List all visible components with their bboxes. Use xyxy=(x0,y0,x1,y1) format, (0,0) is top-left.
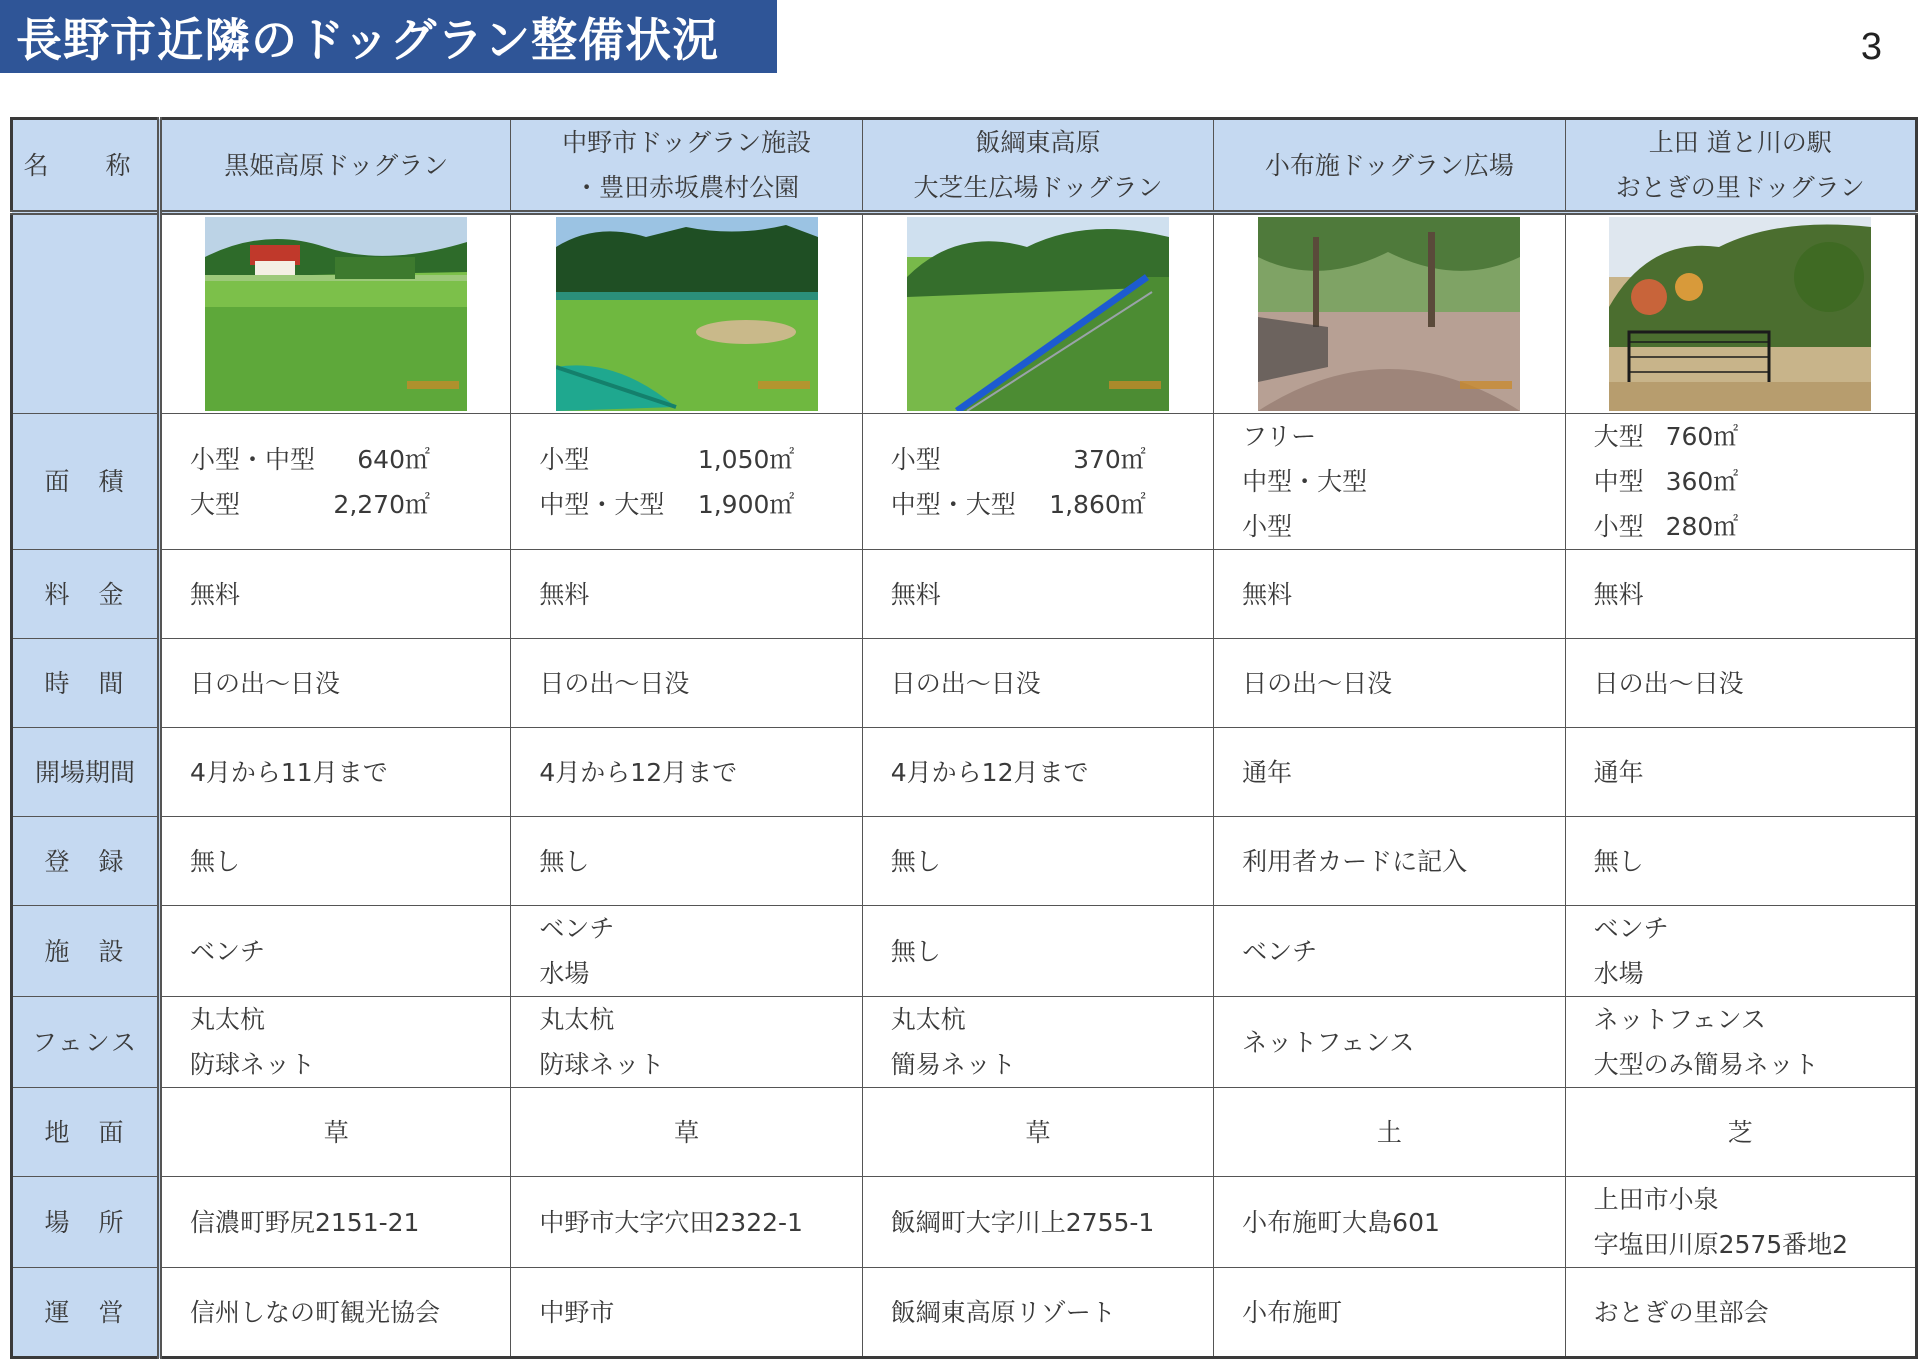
photo-tree-shaded-dirt-ground xyxy=(1258,217,1520,411)
fence-cell xyxy=(160,997,511,1088)
address-line: 飯綱町大字川上2755-1 xyxy=(890,1207,1155,1237)
facilities-cell xyxy=(511,906,862,997)
location-cell xyxy=(511,1177,862,1268)
row-header-ground: 地 面 xyxy=(12,1088,160,1177)
ground-cell: 草 xyxy=(511,1088,862,1177)
row-header-operator: 運 営 xyxy=(12,1268,160,1358)
row-area xyxy=(12,414,1917,550)
operator-cell: 信州しなの町観光協会 xyxy=(160,1268,511,1358)
fence-cell xyxy=(511,997,862,1088)
operator-cell: 中野市 xyxy=(511,1268,862,1358)
page-number: 3 xyxy=(1860,26,1882,68)
photo-cell-2 xyxy=(511,213,862,414)
row-header-photo xyxy=(12,213,160,414)
name-line: 上田 道と川の駅 xyxy=(1648,128,1832,157)
address-line: 信濃町野尻2151-21 xyxy=(190,1207,420,1237)
size-class: 中型・大型 xyxy=(1242,467,1368,496)
fee-cell: 無料 xyxy=(160,550,511,639)
row-hours xyxy=(12,639,1917,728)
photo-grass-field-forest-green-fence xyxy=(556,217,818,411)
area-value: 1,900㎡ xyxy=(697,489,795,519)
facilities-cell xyxy=(160,906,511,997)
address-line: 中野市大字穴田2322-1 xyxy=(539,1207,803,1237)
registration-cell: 無し xyxy=(862,817,1213,906)
fence-item: 大型のみ簡易ネット xyxy=(1593,1050,1819,1079)
season-cell: 通年 xyxy=(1565,728,1916,817)
area-line xyxy=(539,437,794,482)
registration-cell: 無し xyxy=(160,817,511,906)
fence-item: ネットフェンス xyxy=(1593,1005,1766,1034)
name-line: ・豊田赤坂農村公園 xyxy=(574,173,800,202)
operator-cell: おとぎの里部会 xyxy=(1565,1268,1916,1358)
address-line: 小布施町大島601 xyxy=(1242,1207,1440,1237)
area-value: 370㎡ xyxy=(1073,444,1146,474)
size-class: 小型 xyxy=(1242,512,1293,541)
ground-cell: 芝 xyxy=(1565,1088,1916,1177)
operator-cell: 小布施町 xyxy=(1214,1268,1565,1358)
facility-item: ベンチ xyxy=(539,914,615,943)
area-value: 1,050㎡ xyxy=(697,444,795,474)
registration-cell: 無し xyxy=(1565,817,1916,906)
photo-autumn-hill-black-fence xyxy=(1609,217,1871,411)
row-header-hours: 時 間 xyxy=(12,639,160,728)
season-cell: 4月から12月まで xyxy=(862,728,1213,817)
row-operator xyxy=(12,1268,1917,1358)
location-cell xyxy=(1565,1177,1916,1268)
fee-cell: 無料 xyxy=(1214,550,1565,639)
area-value: 760㎡ xyxy=(1665,422,1739,451)
fence-item: 丸太杭 xyxy=(190,1005,266,1034)
facilities-cell xyxy=(1214,906,1565,997)
facility-name-4 xyxy=(1214,119,1565,213)
page-title: 長野市近隣のドッグラン整備状況 xyxy=(16,12,720,67)
facility-name-3 xyxy=(862,119,1213,213)
name-line: 飯綱東高原 xyxy=(975,128,1101,157)
row-fence xyxy=(12,997,1917,1088)
photo-grass-slope-blue-fence xyxy=(907,217,1169,411)
facility-item: 水場 xyxy=(1593,959,1644,988)
row-photo xyxy=(12,213,1917,414)
hours-cell: 日の出〜日没 xyxy=(1565,639,1916,728)
dog-run-comparison-table xyxy=(10,117,1918,1359)
location-cell xyxy=(1214,1177,1565,1268)
area-value: 1,860㎡ xyxy=(1049,489,1146,519)
size-class: 小型・中型 xyxy=(190,444,316,474)
row-header-name: 名 称 xyxy=(12,119,160,213)
row-season xyxy=(12,728,1917,817)
size-class: 小型 xyxy=(890,444,941,474)
size-class: 中型 xyxy=(1593,467,1644,496)
fence-item: 防球ネット xyxy=(539,1050,665,1079)
row-header-season: 開場期間 xyxy=(12,728,160,817)
fence-item: 防球ネット xyxy=(190,1050,316,1079)
fence-cell xyxy=(862,997,1213,1088)
title-bar xyxy=(0,0,777,73)
area-line xyxy=(891,482,1146,527)
facility-item: ベンチ xyxy=(190,936,266,966)
area-value: 280㎡ xyxy=(1665,512,1739,541)
photo-cell-4 xyxy=(1214,213,1565,414)
size-class: 大型 xyxy=(1593,422,1644,451)
name-line: 中野市ドッグラン施設 xyxy=(562,128,812,157)
size-class: 小型 xyxy=(539,444,590,474)
facilities-cell xyxy=(862,906,1213,997)
ground-cell: 草 xyxy=(862,1088,1213,1177)
area-line xyxy=(1594,414,1915,459)
area-line xyxy=(190,482,430,527)
season-cell: 通年 xyxy=(1214,728,1565,817)
fence-item: 丸太杭 xyxy=(890,1005,966,1034)
area-cell-3 xyxy=(862,414,1213,550)
fee-cell: 無料 xyxy=(1565,550,1916,639)
size-class: 小型 xyxy=(1593,512,1644,541)
row-header-area: 面 積 xyxy=(12,414,160,550)
season-cell: 4月から11月まで xyxy=(160,728,511,817)
area-line xyxy=(1594,504,1915,549)
address-line: 字塩田川原2575番地2 xyxy=(1593,1230,1849,1259)
fence-cell xyxy=(1214,997,1565,1088)
hours-cell: 日の出〜日没 xyxy=(160,639,511,728)
row-ground xyxy=(12,1088,1917,1177)
location-cell xyxy=(862,1177,1213,1268)
facility-item: 水場 xyxy=(539,959,590,988)
fee-cell: 無料 xyxy=(511,550,862,639)
name-line: 黒姫高原ドッグラン xyxy=(224,150,449,180)
row-registration xyxy=(12,817,1917,906)
facility-name-1 xyxy=(160,119,511,213)
facility-item: ベンチ xyxy=(1242,936,1318,966)
area-cell-5 xyxy=(1565,414,1916,550)
area-line xyxy=(891,437,1146,482)
area-cell-1 xyxy=(160,414,511,550)
ground-cell: 草 xyxy=(160,1088,511,1177)
row-header-fence: フェンス xyxy=(12,997,160,1088)
row-facilities xyxy=(12,906,1917,997)
row-header-registration: 登 録 xyxy=(12,817,160,906)
hours-cell: 日の出〜日没 xyxy=(1214,639,1565,728)
row-fee xyxy=(12,550,1917,639)
area-cell-2 xyxy=(511,414,862,550)
photo-cell-5 xyxy=(1565,213,1916,414)
fence-cell xyxy=(1565,997,1916,1088)
fence-item: 丸太杭 xyxy=(539,1005,615,1034)
fence-item: 簡易ネット xyxy=(890,1050,1016,1079)
registration-cell: 無し xyxy=(511,817,862,906)
row-name xyxy=(12,119,1917,213)
hours-cell: 日の出〜日没 xyxy=(862,639,1213,728)
facility-name-2 xyxy=(511,119,862,213)
row-header-facilities: 施 設 xyxy=(12,906,160,997)
row-header-fee: 料 金 xyxy=(12,550,160,639)
size-class: 中型・大型 xyxy=(890,489,1016,519)
fee-cell: 無料 xyxy=(862,550,1213,639)
facility-name-5 xyxy=(1565,119,1916,213)
area-line xyxy=(539,482,794,527)
area-value: 2,270㎡ xyxy=(333,489,430,519)
hours-cell: 日の出〜日没 xyxy=(511,639,862,728)
ground-cell: 土 xyxy=(1214,1088,1565,1177)
area-line xyxy=(190,437,430,482)
location-cell xyxy=(160,1177,511,1268)
photo-cell-1 xyxy=(160,213,511,414)
area-cell-4 xyxy=(1214,414,1565,550)
row-header-location: 場 所 xyxy=(12,1177,160,1268)
area-value: 360㎡ xyxy=(1665,467,1739,496)
size-class: フリー xyxy=(1242,422,1317,451)
size-class: 中型・大型 xyxy=(539,489,665,519)
row-location xyxy=(12,1177,1917,1268)
facilities-cell xyxy=(1565,906,1916,997)
fence-item: ネットフェンス xyxy=(1242,1027,1415,1057)
operator-cell: 飯綱東高原リゾート xyxy=(862,1268,1213,1358)
name-line: 小布施ドッグラン広場 xyxy=(1264,150,1514,180)
size-class: 大型 xyxy=(190,489,241,519)
photo-cell-3 xyxy=(862,213,1213,414)
registration-cell: 利用者カードに記入 xyxy=(1214,817,1565,906)
season-cell: 4月から12月まで xyxy=(511,728,862,817)
area-line xyxy=(1594,459,1915,504)
photo-grass-field-red-roof-house xyxy=(205,217,467,411)
name-line: 大芝生広場ドッグラン xyxy=(913,173,1163,202)
facility-item: ベンチ xyxy=(1593,914,1669,943)
facility-item: 無し xyxy=(890,936,941,966)
address-line: 上田市小泉 xyxy=(1593,1185,1719,1214)
name-line: おとぎの里ドッグラン xyxy=(1615,173,1865,202)
area-value: 640㎡ xyxy=(357,444,430,474)
